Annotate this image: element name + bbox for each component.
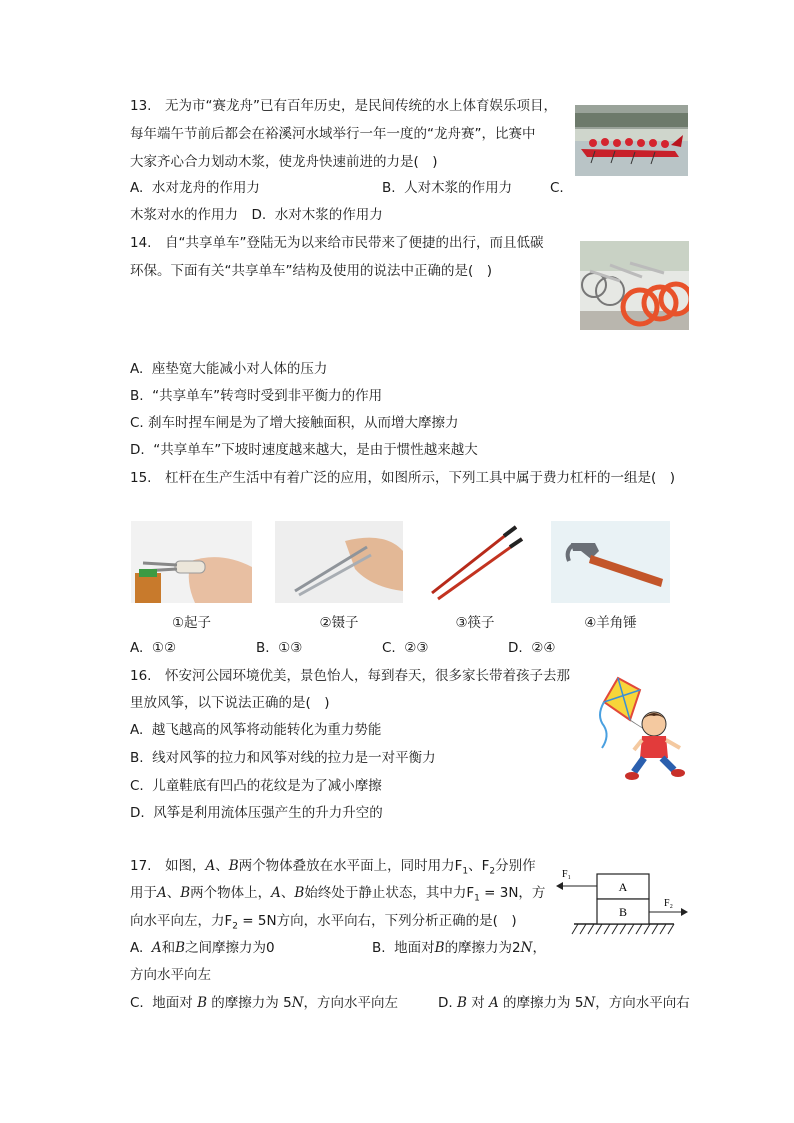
block-b-label: B [618,905,628,919]
q17-option-a[interactable]: A. A和B之间摩擦力为0 [130,940,275,956]
q13-line-5: 木浆对水的作用力 D. 水对木浆的作用力 [130,207,383,223]
q14-line-1: 14. 自“共享单车”登陆无为以来给市民带来了便捷的出行，而且低碳 [130,235,544,251]
caption-opener: ①起子 [171,615,212,631]
q14-line-2: 环保。下面有关“共享单车”结构及使用的说法中正确的是( ) [130,263,493,279]
force-diagram [552,862,692,938]
q14-option-d[interactable]: D. “共享单车”下坡时速度越来越大，是由于惯性越来越大 [130,442,478,458]
q17-option-c[interactable]: C. 地面对 B 的摩擦力为 5N，方向水平向左 [130,995,398,1011]
q17-option-d[interactable]: D. B 对 A 的摩擦力为 5N，方向水平向右 [438,995,690,1011]
q15-option-d[interactable]: D. ②④ [508,640,556,656]
q14-option-a[interactable]: A. 座垫宽大能减小对人体的压力 [130,361,328,377]
q16-option-c[interactable]: C. 儿童鞋底有凹凸的花纹是为了减小摩擦 [130,778,382,794]
q16-option-b[interactable]: B. 线对风筝的拉力和风筝对线的拉力是一对平衡力 [130,750,436,766]
q13-option-a[interactable]: A. 水对龙舟的作用力 [130,180,260,196]
q13-line-2: 每年端午节前后都会在裕溪河水域举行一年一度的“龙舟赛”，比赛中 [130,126,536,142]
q17-line-2: 用于A、B两个物体上，A、B始终处于静止状态，其中力$F_1 = 3N$，方 [130,885,546,904]
caption-chopsticks: ③筷子 [455,615,495,631]
q13-option-b[interactable]: B. 人对木浆的作用力 [382,180,513,196]
q16-option-a[interactable]: A. 越飞越高的风筝将动能转化为重力势能 [130,722,382,738]
claw-hammer-photo [551,521,670,603]
q15-option-c[interactable]: C. ②③ [382,640,429,656]
q17-line-3: 向水平向左，力$F_2 = 5N$方向，水平向右，下列分析正确的是( ) [130,913,517,932]
shared-bike-photo [580,241,689,330]
q17-option-b[interactable]: B. 地面对B的摩擦力为2N， [372,940,546,956]
q14-option-b[interactable]: B. “共享单车”转弯时受到非平衡力的作用 [130,388,383,404]
q13-line-3: 大家齐心合力划动木浆，使龙舟快速前进的力是( ) [130,154,438,170]
caption-tweezers: ②镊子 [319,615,359,631]
force-f2-label: F₂ [664,898,674,909]
q13-option-c-label[interactable]: C. [550,180,564,196]
tweezers-photo [275,521,403,603]
kite-child-illustration [594,676,694,784]
q17-line-1: 17. 如图，A、B两个物体叠放在水平面上，同时用力$F_1$、$F_2$分别作 [130,858,536,877]
q13-line-1: 13. 无为市“赛龙舟”已有百年历史，是民间传统的水上体育娱乐项目， [130,98,557,114]
q16-line-1: 16. 怀安河公园环境优美，景色怡人，每到春天，很多家长带着孩子去那 [130,668,570,684]
q16-option-d[interactable]: D. 风筝是利用流体压强产生的升力升空的 [130,805,383,821]
q16-line-2: 里放风筝，以下说法正确的是( ) [130,695,330,711]
q15-option-b[interactable]: B. ①③ [256,640,303,656]
chopsticks-photo [424,521,526,603]
force-f1-label: F₁ [562,869,572,880]
caption-hammer: ④羊角锤 [584,615,637,631]
q17-option-b-cont: 方向水平向左 [130,967,211,983]
q15-line-1: 15. 杠杆在生产生活中有着广泛的应用，如图所示，下列工具中属于费力杠杆的一组是( ) [130,470,676,486]
block-a-label: A [618,880,628,894]
q14-option-c[interactable]: C. 刹车时捏车闸是为了增大接触面积，从而增大摩擦力 [130,415,459,431]
q15-option-a[interactable]: A. ①② [130,640,177,656]
bottle-opener-photo [131,521,252,603]
dragon-boat-photo [575,105,688,176]
